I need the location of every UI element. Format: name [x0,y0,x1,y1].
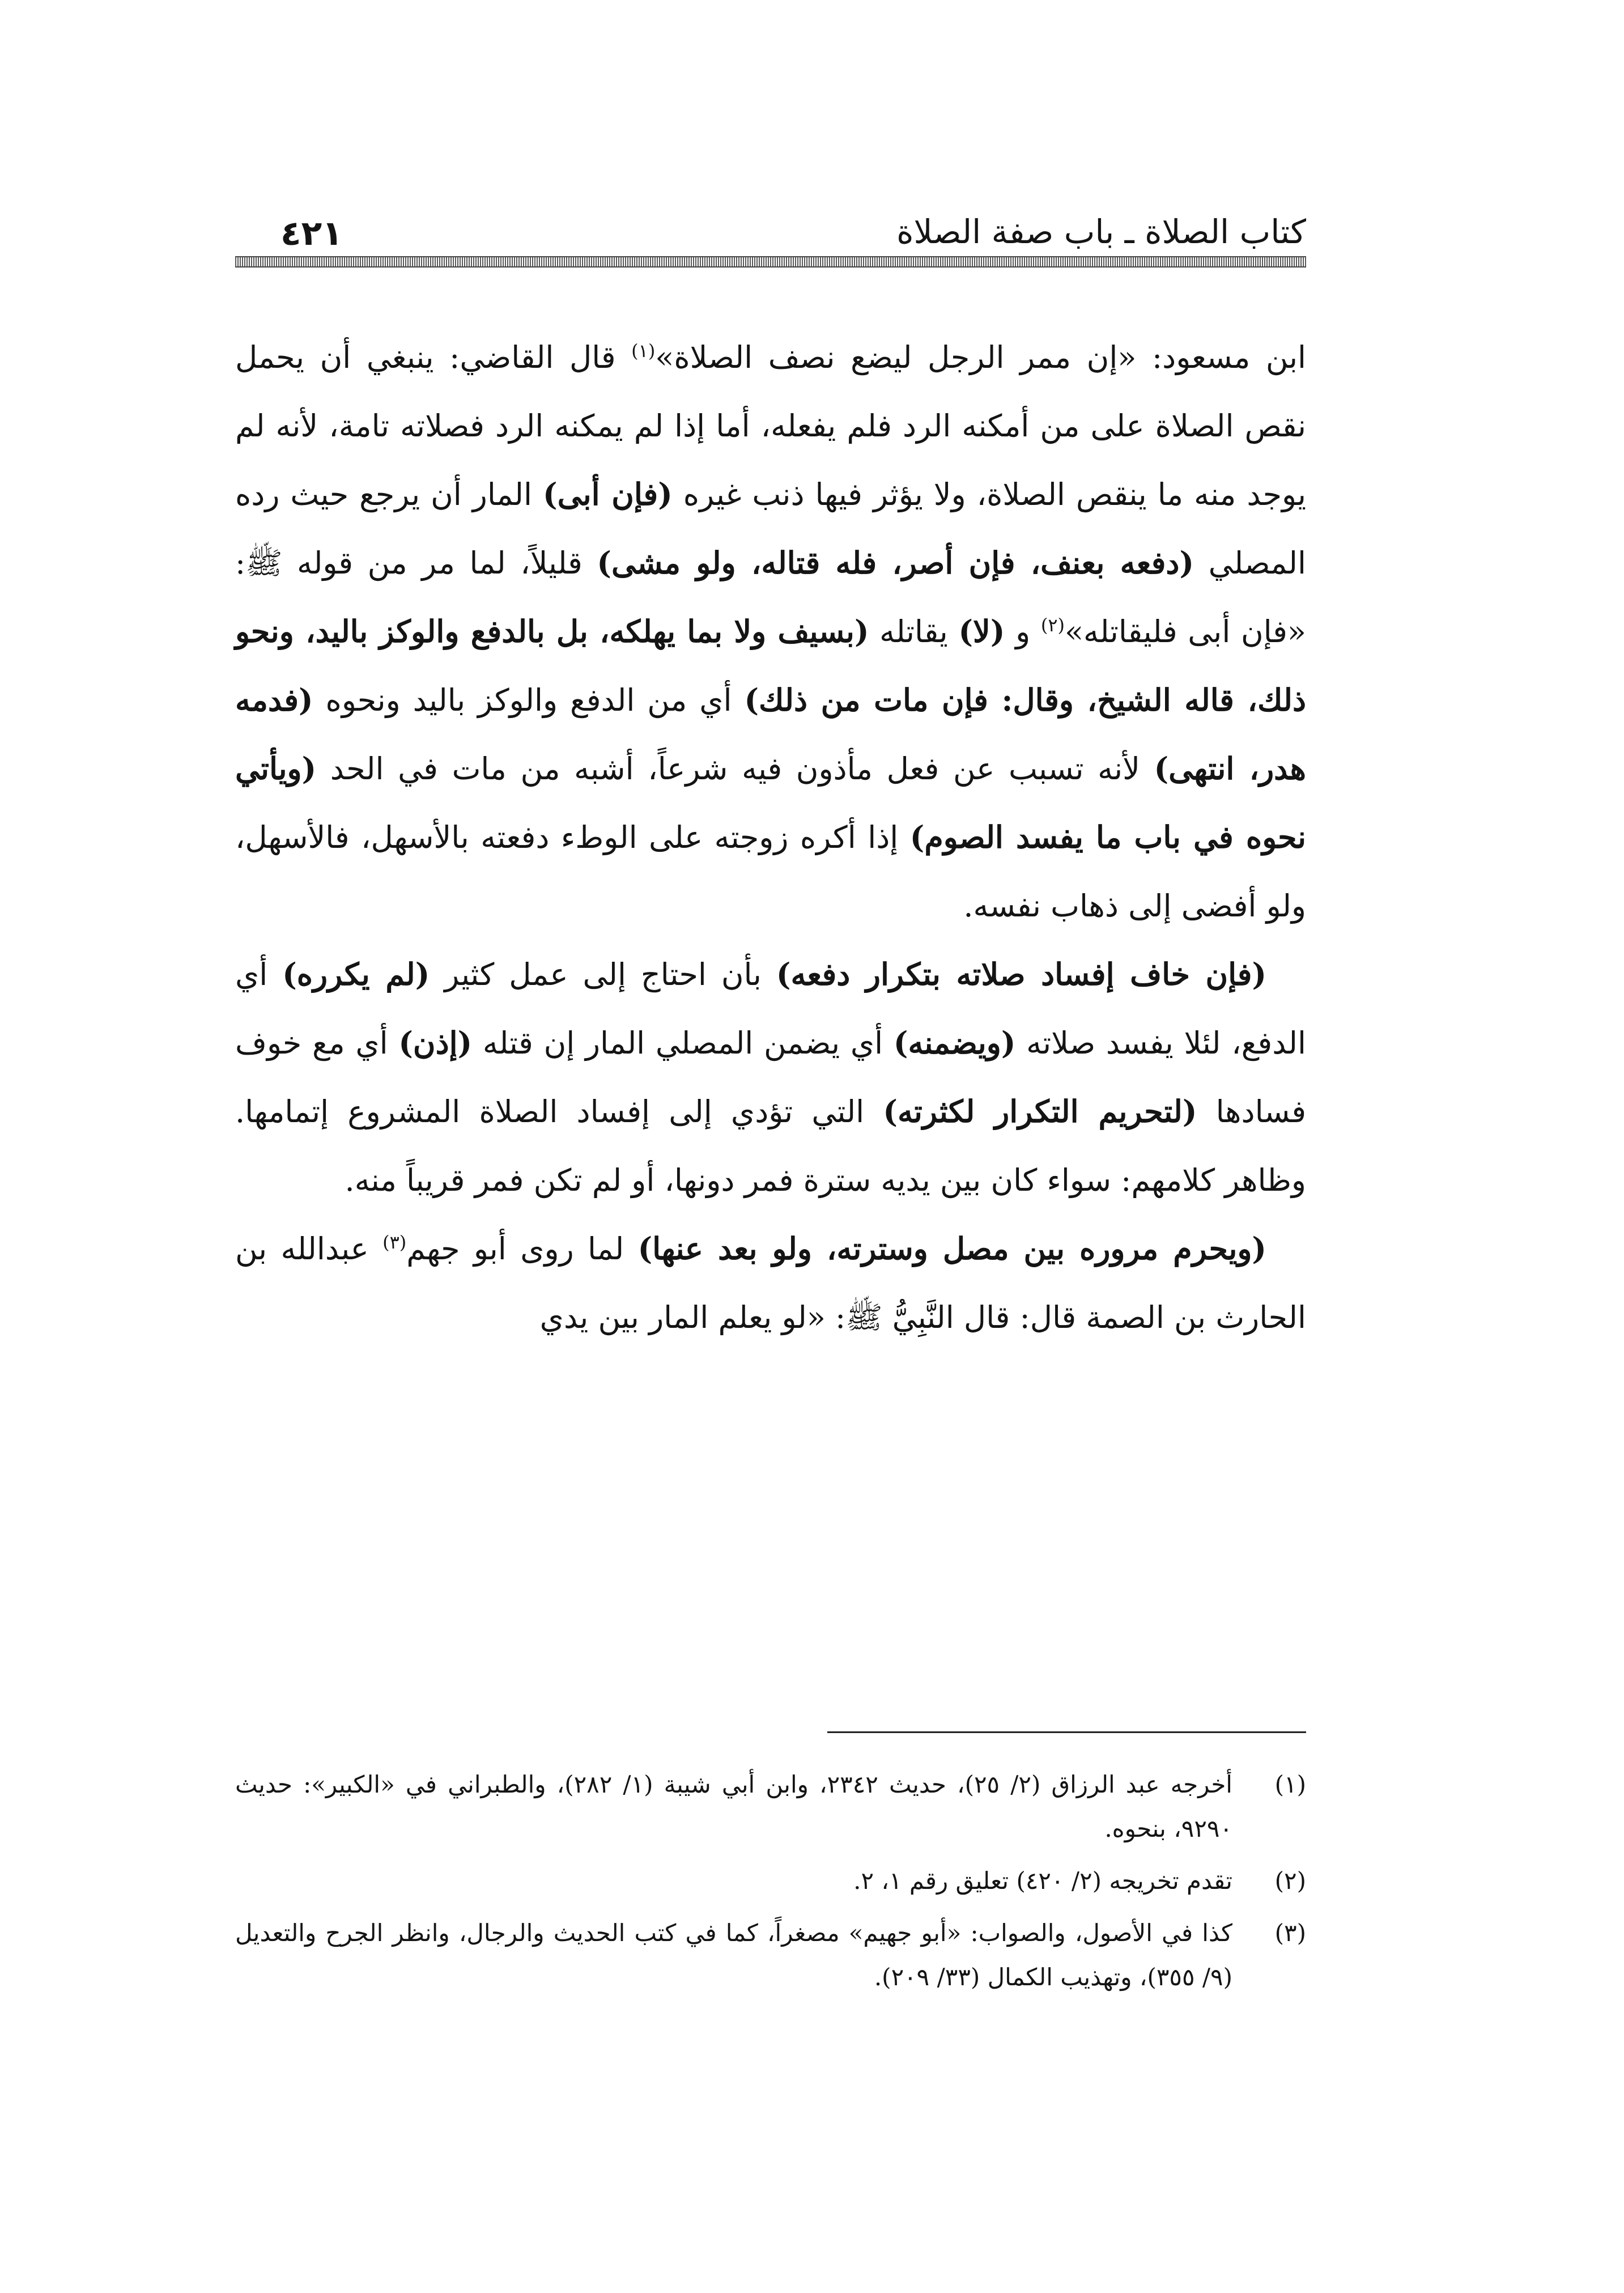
text-run: إذا أكره زوجته على الوطء دفعته بالأسهل، فالأسهل، ولو أفضى إلى ذهاب نفسه. [235,819,1306,924]
header-rule [235,256,1306,267]
paragraph-1 [235,323,1306,940]
matn-text: (لم يكرره) [282,956,430,992]
footnote-text: كذا في الأصول، والصواب: «أبو جهيم» مصغراً، كما في كتب الحديث والرجال، وانظر الجرح والتعديل (٩/ ٣٥٥)، وتهذيب الكمال (٣٣/ ٢٠٩). [235,1919,1232,1991]
matn-text: (ويضمنه) [893,1025,1016,1061]
paragraph-3 [235,1215,1306,1352]
text-run: لما روى أبو جهم [406,1231,638,1267]
footnotes [235,1763,1306,2007]
page-number: ٤٢١ [280,214,343,253]
running-title: كتاب الصلاة ـ باب صفة الصلاة [896,213,1306,251]
footnote-2 [235,1859,1306,1903]
footnote-number: (١) [1274,1770,1306,1798]
footnote-number: (٢) [1274,1867,1306,1895]
text-run: قال القاضي: ينبغي أن يحمل نقص الصلاة على من أمكنه الرد فلم يفعله، أما إذا لم يمكنه الرد فصلاته تامة، لأنه لم يوجد منه ما ينقص الصلاة، ولا يؤثر فيها ذنب غيره [235,339,1306,512]
text-run: بأن احتاج إلى عمل كثير [430,957,776,992]
footnote-separator [827,1731,1306,1733]
matn-text: (لتحريم التكرار لكثرته) [883,1093,1197,1129]
text-run: التي تؤدي إلى إفساد الصلاة المشروع إتمامها. وظاهر كلامهم: سواء كان بين يديه سترة فمر دونها، أو لم تكن فمر قريباً منه. [235,1094,1306,1198]
matn-text: (إذن) [398,1025,473,1061]
footnote-1 [235,1763,1306,1851]
text-run: لأنه تسبب عن فعل مأذون فيه شرعاً، أشبه من مات في الحد [316,751,1154,787]
matn-text: (دفعه بعنف، فإن أصر، فله قتاله، ولو مشى) [597,545,1194,581]
page-header [235,187,1306,255]
matn-text: (لا) [958,613,1005,649]
matn-text: (ويحرم مروره بين مصل وسترته، ولو بعد عنها) [637,1230,1266,1267]
text-run: يقاتله [869,614,959,649]
text-run: أي الدفع، لئلا يفسد صلاته [235,957,1306,1061]
text-run: عبدالله بن الحارث بن الصمة قال: قال النَّبِيُّ ﷺ: «لو يعلم المار بين يدي [235,1231,1306,1335]
text-run: أي مع خوف فسادها [235,1025,1307,1129]
footnote-text: تقدم تخريجه (٢/ ٤٢٠) تعليق رقم ١، ٢. [853,1867,1232,1895]
footnote-ref: (٢) [1040,614,1065,636]
footnote-ref: (٣) [382,1232,407,1253]
text-run: أي من الدفع والوكز باليد ونحوه [313,682,745,718]
footnote-3 [235,1911,1306,1999]
footnote-ref: (١) [631,340,656,362]
main-text [235,323,1306,1706]
paragraph-2 [235,940,1306,1215]
matn-text: (ويأتي نحوه في باب ما يفسد الصوم) [235,750,1307,855]
footnote-number: (٣) [1274,1919,1306,1947]
text-run: و [1005,614,1041,649]
matn-text: (بسيف ولا بما يهلكه، بل بالدفع والوكز باليد، ونحو ذلك، قاله الشيخ، وقال: فإن مات من ذلك) [235,613,1306,718]
footnote-text: أخرجه عبد الرزاق (٢/ ٢٥)، حديث ٢٣٤٢، وابن أبي شيبة (١/ ٢٨٢)، والطبراني في «الكبير»: حديث ٩٢٩٠، بنحوه. [235,1770,1232,1842]
text-run: ابن مسعود: «إن ممر الرجل ليضع نصف الصلاة» [655,339,1306,375]
text-run: أي يضمن المصلي المار إن قتله [472,1025,894,1061]
text-run: قليلاً، لما مر من قوله ﷺ: «فإن أبى فليقاتله» [235,545,1306,649]
matn-text: (فإن خاف إفساد صلاته بتكرار دفعه) [776,956,1266,992]
matn-text: (فإن أبى) [543,476,673,512]
text-run: المار أن يرجع حيث رده المصلي [235,477,1306,581]
matn-text: (فدمه هدر، انتهى) [235,682,1306,787]
